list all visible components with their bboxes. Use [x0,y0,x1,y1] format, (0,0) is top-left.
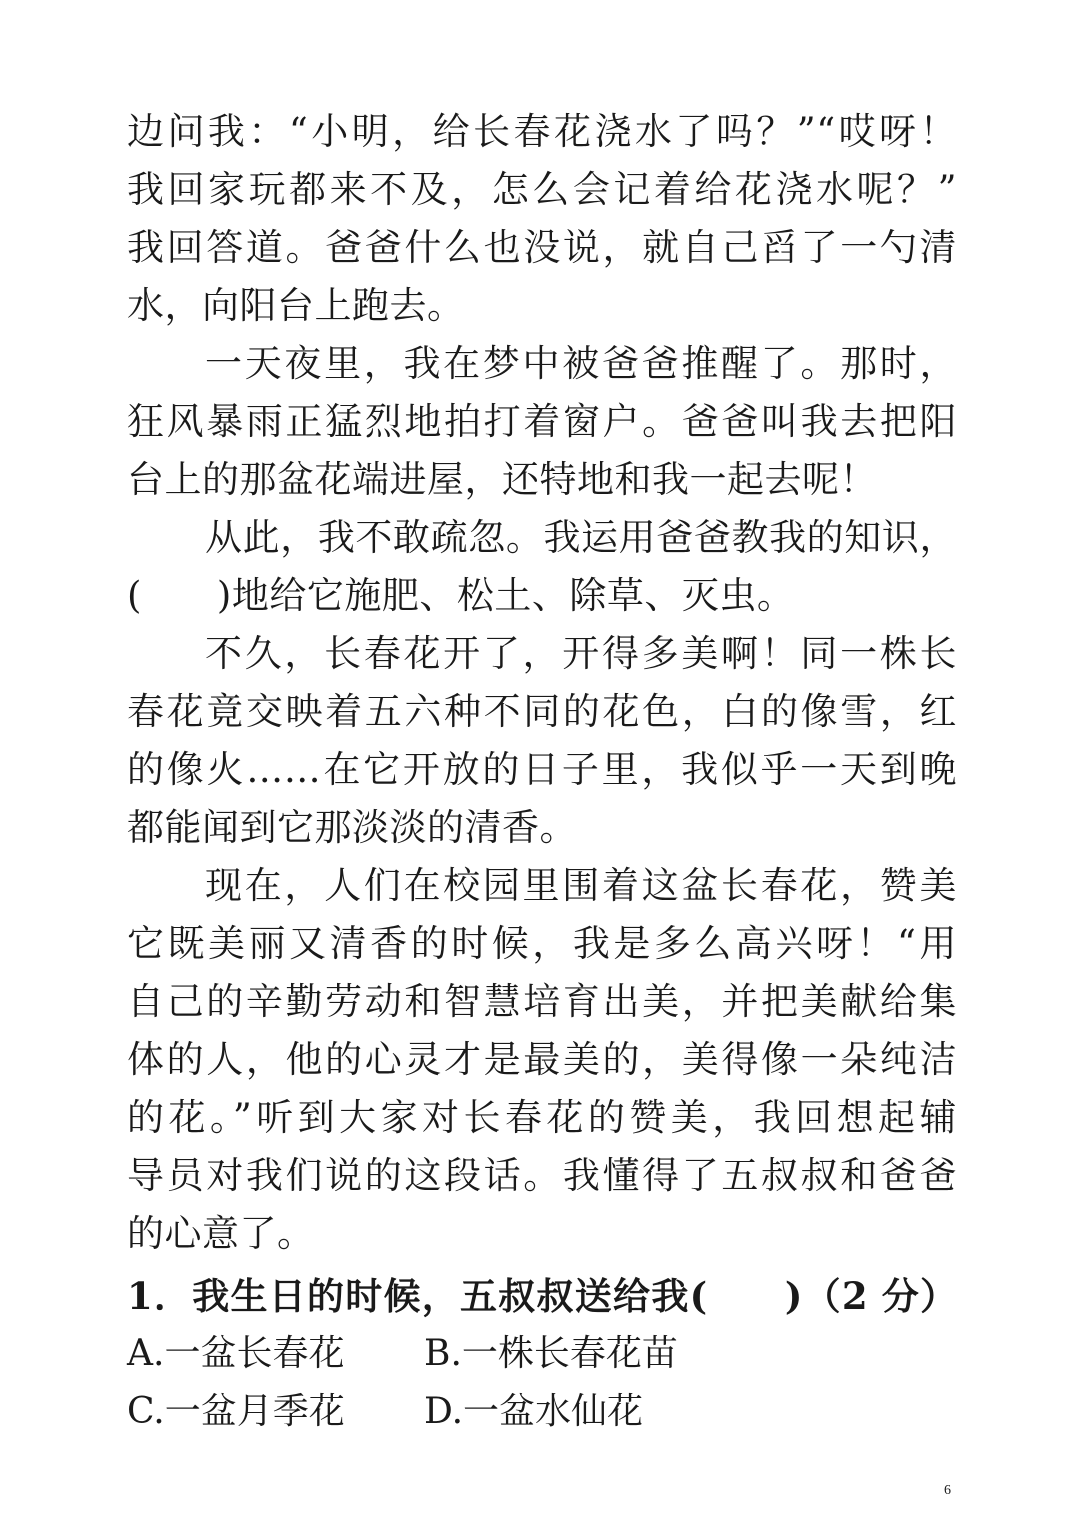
page-number: 6 [944,1483,951,1498]
story-line: 边问我：“小明，给长春花浇水了吗？”“哎呀！ [127,110,957,153]
story-line: 狂风暴雨正猛烈地拍打着窗户。爸爸叫我去把阳 [127,400,957,443]
option-a: A.一盆长春花 [127,1333,345,1374]
story-line: 现在，人们在校园里围着这盆长春花，赞美 [205,864,957,907]
story-line: 都能闻到它那淡淡的清香。 [127,806,577,849]
story-line: 自己的辛勤劳动和智慧培育出美，并把美献给集 [127,980,957,1023]
question-1-text: 1．我生日的时候，五叔叔送给我( )（2 分） [127,1274,957,1318]
option-c: C.一盆月季花 [127,1391,345,1432]
option-d: D.一盆水仙花 [424,1391,644,1432]
story-line: 一天夜里，我在梦中被爸爸推醒了。那时， [205,342,957,385]
story-line: 导员对我们说的这段话。我懂得了五叔叔和爸爸 [127,1154,957,1197]
story-line: 不久，长春花开了，开得多美啊！同一株长 [205,632,957,675]
story-line: 我回答道。爸爸什么也没说，就自己舀了一勺清 [127,226,957,269]
story-line: 的花。”听到大家对长春花的赞美，我回想起辅 [127,1096,957,1139]
option-b: B.一株长春花苗 [424,1333,678,1374]
story-line: 春花竟交映着五六种不同的花色，白的像雪，红 [127,690,957,733]
story-line: 台上的那盆花端进屋，还特地和我一起去呢！ [127,458,877,501]
story-line: 从此，我不敢疏忽。我运用爸爸教我的知识， [205,516,957,559]
story-line: ( )地给它施肥、松土、除草、灭虫。 [127,574,795,617]
story-line: 我回家玩都来不及，怎么会记着给花浇水呢？” [127,168,957,211]
story-line: 体的人，他的心灵才是最美的，美得像一朵纯洁 [127,1038,957,1081]
story-line: 的心意了。 [127,1212,315,1255]
story-line: 它既美丽又清香的时候，我是多么高兴呀！“用 [127,922,957,965]
story-line: 水，向阳台上跑去。 [127,284,465,327]
story-line: 的像火……在它开放的日子里，我似乎一天到晚 [127,748,957,791]
